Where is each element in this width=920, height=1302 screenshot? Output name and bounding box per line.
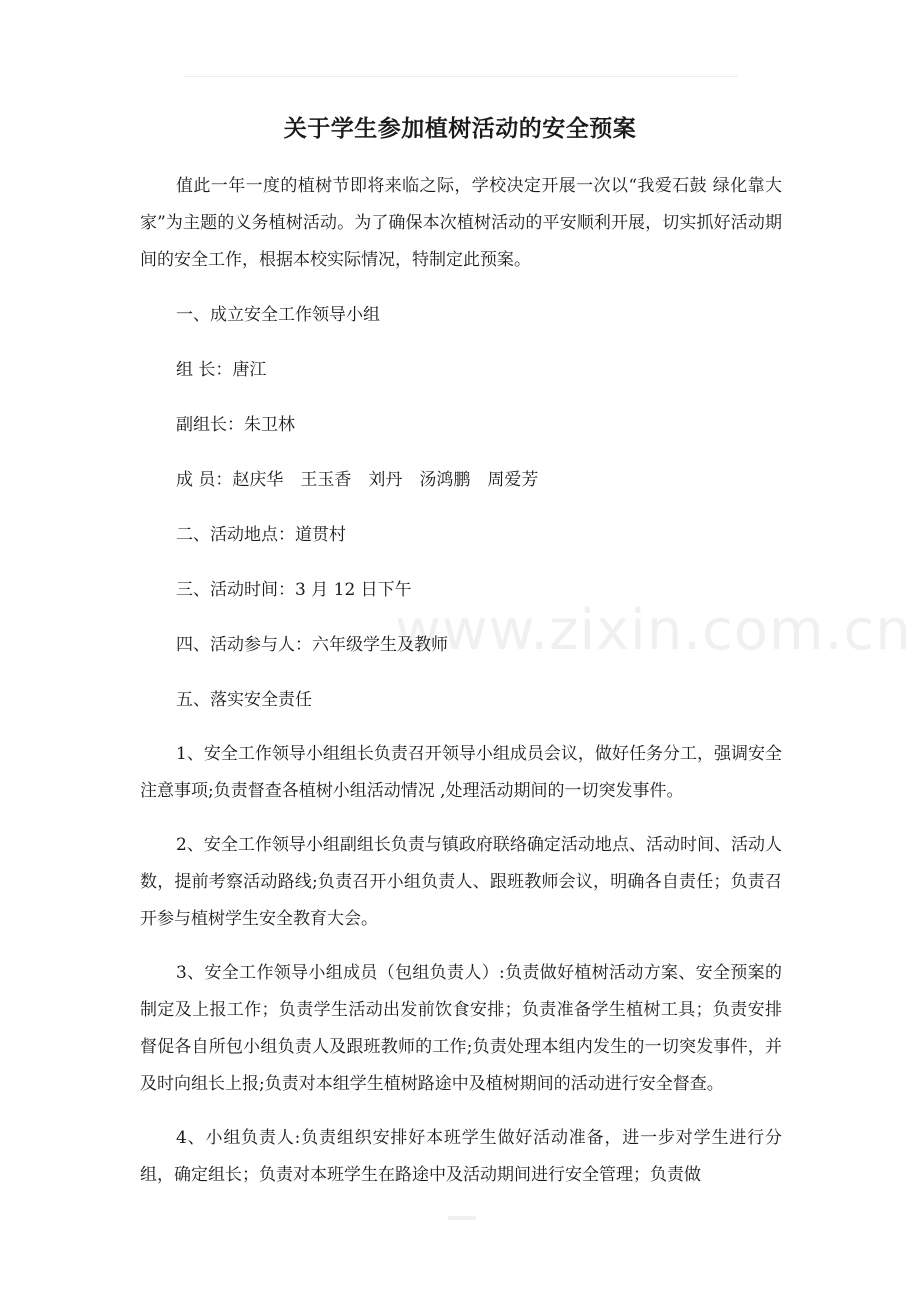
members-line: 成 员：赵庆华 王玉香 刘丹 汤鸿鹏 周爱芳 — [176, 470, 539, 490]
duty-paragraph-4: 4、小组负责人:负责组织安排好本班学生做好活动准备，进一步对学生进行分组，确定组长；负责对本班学生在路途中及活动期间进行安全管理；负责做 — [140, 1128, 782, 1185]
site-watermark: www.zixin.com.cn — [395, 598, 912, 663]
document-body — [140, 168, 782, 1194]
activity-location-line: 二、活动地点：道贯村 — [176, 525, 346, 545]
section-1-heading: 一、成立安全工作领导小组 — [176, 305, 380, 325]
header-divider — [183, 76, 738, 77]
activity-time-line: 三、活动时间：3 月 12 日下午 — [176, 580, 412, 600]
document-title: 关于学生参加植树活动的安全预案 — [283, 116, 637, 142]
page-footer-mark — [448, 1216, 476, 1220]
duty-paragraph-1: 1、安全工作领导小组组长负责召开领导小组成员会议，做好任务分工，强调安全注意事项;负责督查各植树小组活动情况 ,处理活动期间的一切突发事件。 — [140, 744, 782, 801]
group-leader-line: 组 长：唐江 — [176, 360, 267, 380]
duty-paragraph-3: 3、安全工作领导小组成员（包组负责人）:负责做好植树活动方案、安全预案的制定及上报工作；负责学生活动出发前饮食安排；负责准备学生植树工具；负责安排督促各自所包小组负责人及跟班教师的工作;负责处理本组内发生的一切突发事件，并及时向组长上报;负责对本组学生植树路途中及植树期间的活动进行安全督查。 — [140, 963, 782, 1094]
participants-line: 四、活动参与人：六年级学生及教师 — [176, 635, 448, 655]
intro-paragraph: 值此一年一度的植树节即将来临之际，学校决定开展一次以“我爱石鼓 绿化靠大家”为主题的义务植树活动。为了确保本次植树活动的平安顺利开展，切实抓好活动期间的安全工作，根据本校实际情况，特制定此预案。 — [140, 176, 782, 270]
section-5-heading: 五、落实安全责任 — [176, 690, 312, 710]
deputy-leader-line: 副组长：朱卫林 — [176, 415, 295, 435]
duty-paragraph-2: 2、安全工作领导小组副组长负责与镇政府联络确定活动地点、活动时间、活动人数，提前考察活动路线;负责召开小组负责人、跟班教师会议，明确各自责任；负责召开参与植树学生安全教育大会。 — [140, 835, 782, 929]
